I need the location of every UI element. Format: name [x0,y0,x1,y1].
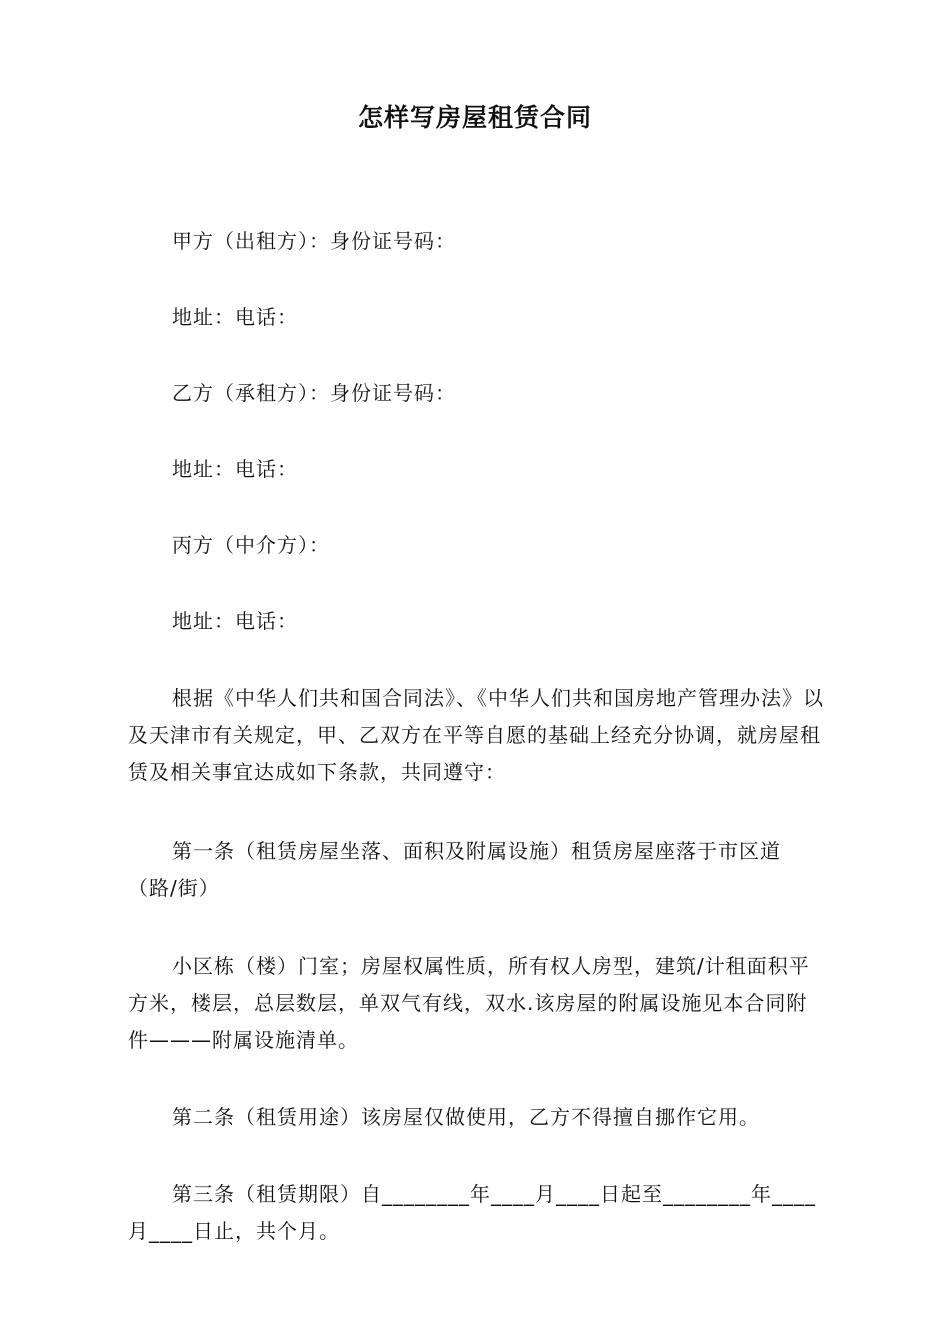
article-2-paragraph: 第二条（租赁用途）该房屋仅做使用，乙方不得擅自挪作它用。 [172,1105,760,1129]
party-c-line: 丙方（中介方）： [172,533,330,557]
preamble-paragraph: 根据《中华人们共和国合同法》、《中华人们共和国房地产管理办法》以及天津市有关规定，甲、乙双方在平等自愿的基础上经充分协调，就房屋租赁及相关事宜达成如下条款，共同遵守： [128,686,824,784]
property-details-paragraph: 小区栋（楼）门室；房屋权属性质，所有权人房型，建筑/计租面积平方米，楼层，总层数层，单双气有线，双水.该房屋的附属设施见本合同附件———附属设施清单。 [128,954,810,1052]
party-a-line: 甲方（出租方）：身份证号码： [172,229,456,253]
document-title: 怎样写房屋租赁合同 [357,103,592,132]
party-c-address-line: 地址：电话： [172,609,298,633]
party-b-address-line: 地址：电话： [172,457,298,481]
party-a-address-line: 地址：电话： [172,305,298,329]
article-3-paragraph: 第三条（租赁期限）自________年____月____日起至________年____月____日止，共个月。 [128,1182,816,1243]
article-1-paragraph: 第一条（租赁房屋坐落、面积及附属设施）租赁房屋座落于市区道（路/街） [128,839,781,900]
party-b-line: 乙方（承租方）：身份证号码： [172,381,456,405]
